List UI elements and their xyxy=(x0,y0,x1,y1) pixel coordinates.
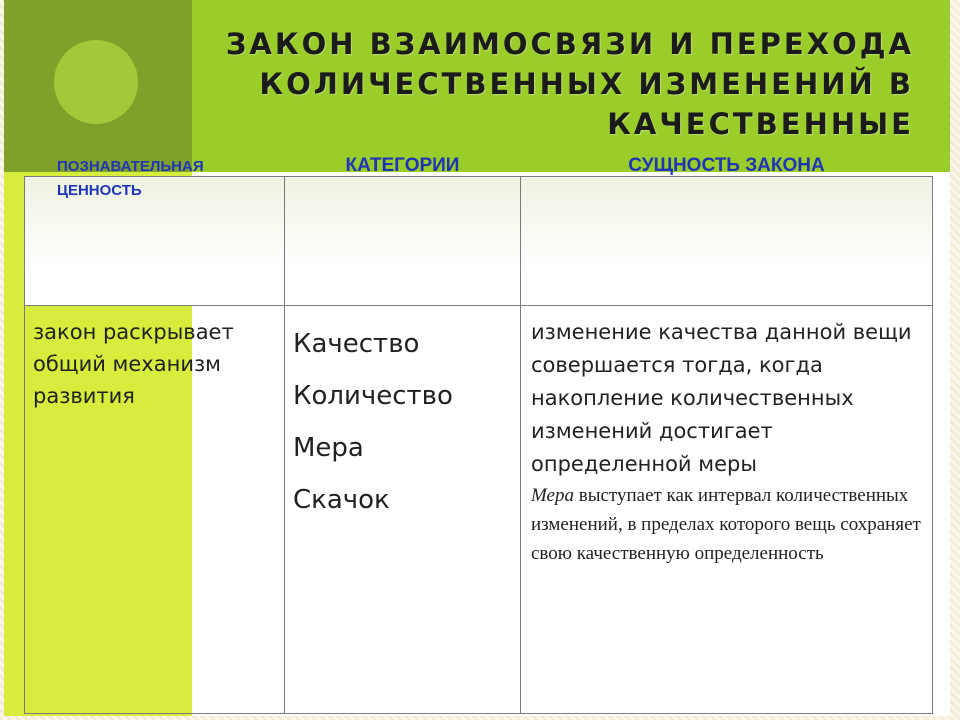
header-cognitive-value-line2: ЦЕННОСТЬ xyxy=(57,182,142,199)
cognitive-value-cell xyxy=(25,306,285,714)
title-line-2: КОЛИЧЕСТВЕННЫХ ИЗМЕНЕНИЙ В xyxy=(259,67,914,101)
slide xyxy=(4,0,950,716)
cognitive-value-text: закон раскрывает общий механизм развития xyxy=(33,320,234,408)
category-item: Скачок xyxy=(293,485,390,515)
law-table xyxy=(24,155,933,714)
measure-term: Мера xyxy=(531,485,574,506)
title-line-3: КАЧЕСТВЕННЫЕ xyxy=(607,107,914,141)
categories-list xyxy=(285,306,520,526)
measure-text: выступает как интервал количественных изменений, в пределах которого вещь сохраняет свою качественную определенность xyxy=(531,485,921,564)
header-essence: СУЩНОСТЬ ЗАКОНА xyxy=(521,177,933,306)
header-cognitive-value xyxy=(25,158,285,306)
categories-cell xyxy=(285,306,521,714)
table-row xyxy=(25,306,933,714)
essence-text: изменение качества данной вещи совершается тогда, когда накопление количественных изменений достигает определенной меры xyxy=(531,320,912,476)
circle-decoration-icon xyxy=(54,40,138,124)
slide-title xyxy=(134,24,914,144)
category-item: Количество xyxy=(293,381,453,411)
header-categories: КАТЕГОРИИ xyxy=(285,177,521,306)
essence-cell xyxy=(521,306,933,714)
measure-definition xyxy=(521,481,932,568)
title-line-1: ЗАКОН ВЗАИМОСВЯЗИ И ПЕРЕХОДА xyxy=(225,27,914,61)
category-item: Мера xyxy=(293,433,364,463)
category-item: Качество xyxy=(293,329,420,359)
header-cognitive-value-line1: ПОЗНАВАТЕЛЬНАЯ xyxy=(57,158,204,175)
table-header-row xyxy=(25,177,933,306)
